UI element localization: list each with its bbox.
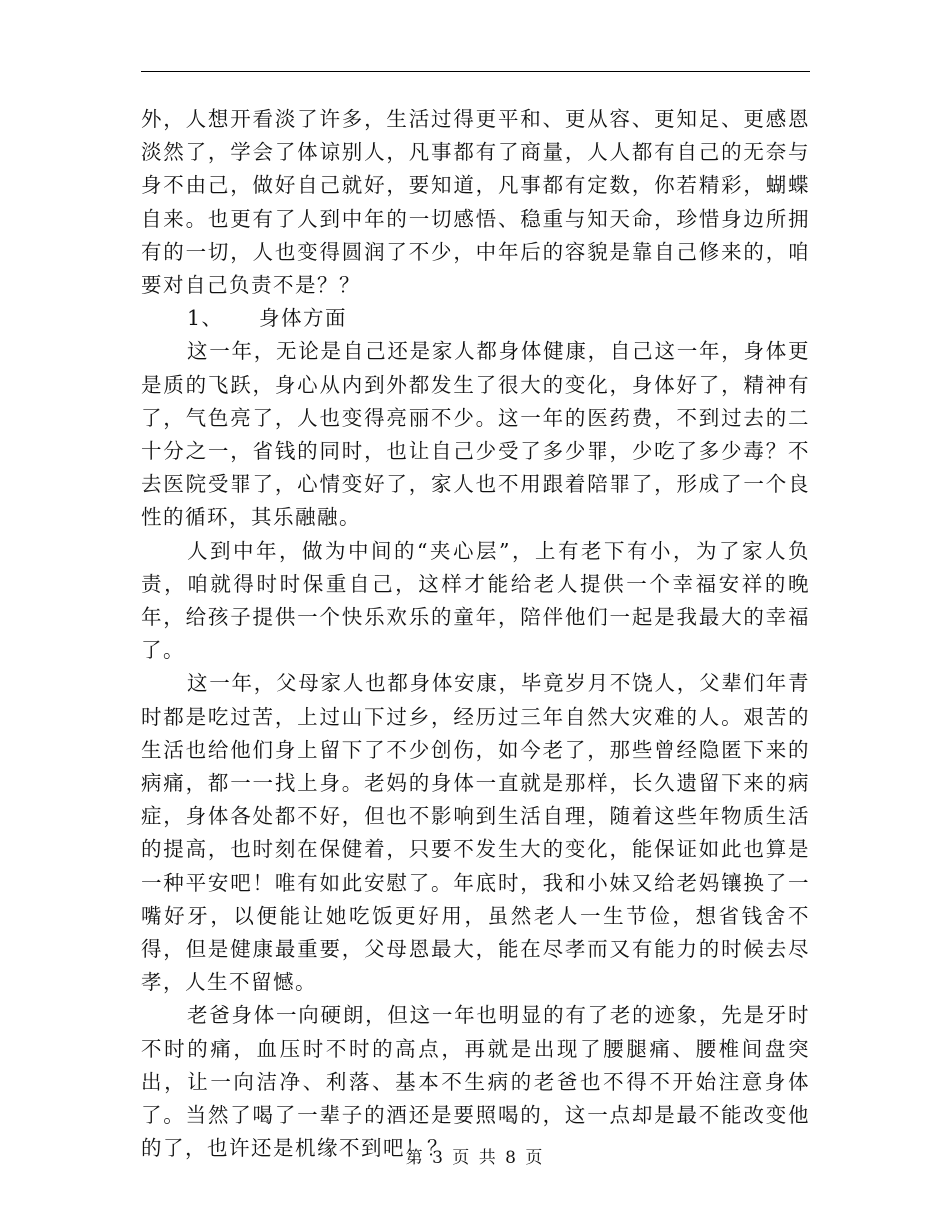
paragraph-father-health: 老爸身体一向硬朗，但这一年也明显的有了老的迹象，先是牙时不时的痛，血压时不时的高点，再就是出现了腰腿痛、腰椎间盘突出，让一向洁净、利落、基本不生病的老爸也不得不开始注意身体了。当然了喝了一辈子的酒还是要照喝的，这一点却是最不能改变他的了，也许还是机缘不到吧！？ [141,1003,810,1161]
section-heading [141,302,810,335]
paragraph-middle-age: 人到中年，做为中间的“夹心层”，上有老下有小，为了家人负责，咱就得时时保重自己，这样才能给老人提供一个幸福安祥的晚年，给孩子提供一个快乐欢乐的童年，陪伴他们一起是我最大的幸福了。 [141,538,810,663]
document-body [141,103,810,1166]
paragraph-continuation: 外，人想开看淡了许多，生活过得更平和、更从容、更知足、更感恩淡然了，学会了体谅别人，凡事都有了商量，人人都有自己的无奈与身不由己，做好自己就好，要知道，凡事都有定数，你若精彩，蝴蝶自来。也更有了人到中年的一切感悟、稳重与知天命，珍惜身边所拥有的一切，人也变得圆润了不少，中年后的容貌是靠自己修来的，咱要对自己负责不是？？ [141,107,810,298]
section-number: 1、 [187,306,224,331]
paragraph-parents-health: 这一年，父母家人也都身体安康，毕竟岁月不饶人，父辈们年青时都是吃过苦，上过山下过乡，经历过三年自然大灾难的人。艰苦的生活也给他们身上留下了不少创伤，如今老了，那些曾经隐匿下来的病痛，都一一找上身。老妈的身体一直就是那样，长久遗留下来的病症，身体各处都不好，但也不影响到生活自理，随着这些年物质生活的提高，也时刻在保健着，只要不发生大的变化，能保证如此也算是一种平安吧！唯有如此安慰了。年底时，我和小妹又给老妈镶换了一嘴好牙，以便能让她吃饭更好用，虽然老人一生节俭，想省钱舍不得，但是健康最重要，父母恩最大，能在尽孝而又有能力的时候去尽孝，人生不留憾。 [141,671,810,995]
paragraph-health-overview: 这一年，无论是自己还是家人都身体健康，自己这一年，身体更是质的飞跃，身心从内到外都发生了很大的变化，身体好了，精神有了，气色亮了，人也变得亮丽不少。这一年的医药费，不到过去的二十分之一，省钱的同时，也让自己少受了多少罪，少吃了多少毒？不去医院受罪了，心情变好了，家人也不用跟着陪罪了，形成了一个良性的循环，其乐融融。 [141,339,810,530]
header-rule [141,71,810,72]
page-number-footer: 第 3 页 共 8 页 [405,1148,545,1168]
section-title: 身体方面 [259,306,347,331]
